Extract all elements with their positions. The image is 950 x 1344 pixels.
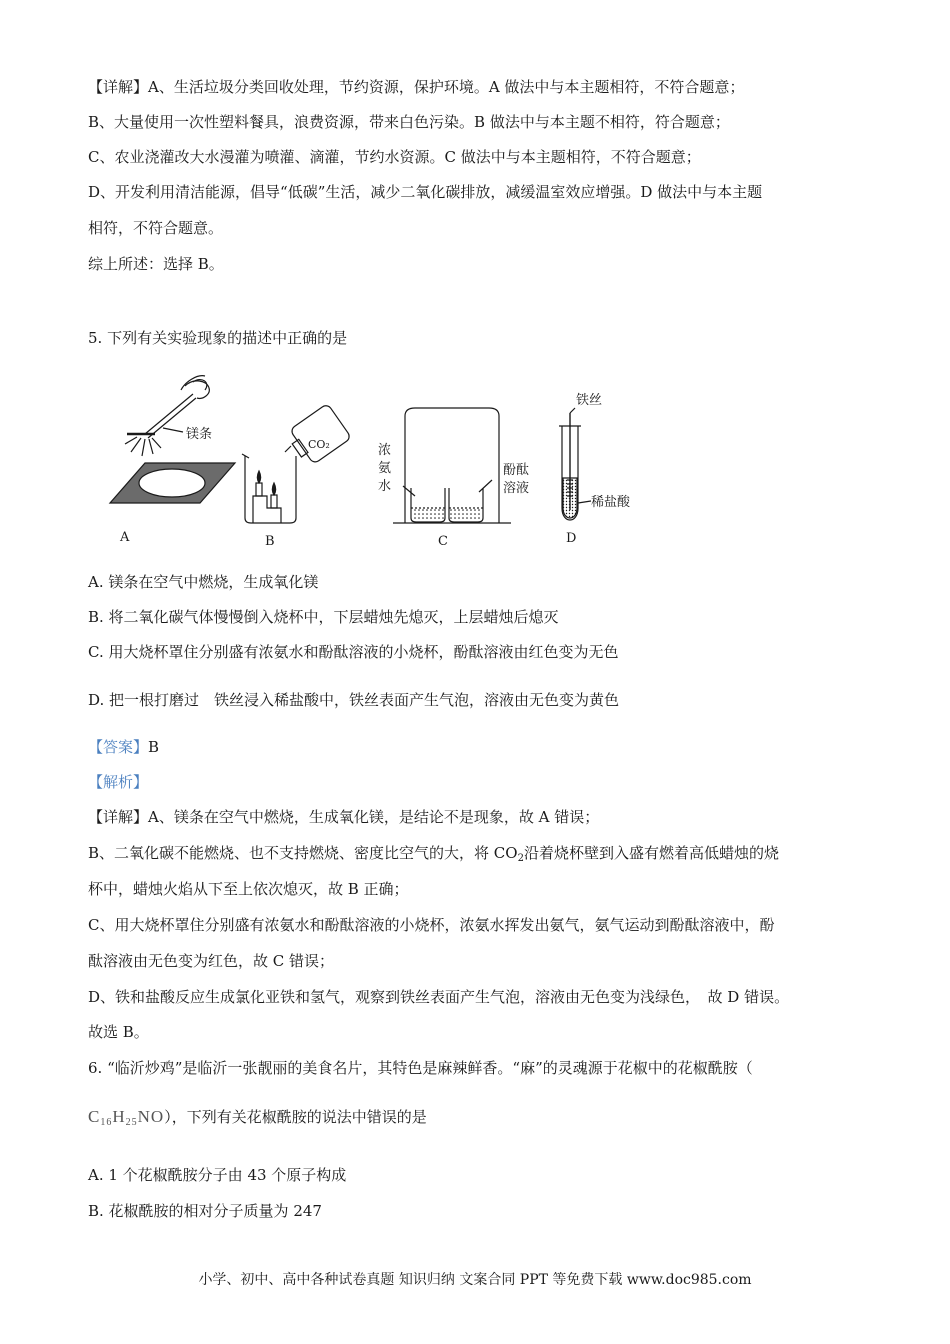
q5-detail-c-line1: C、用大烧杯罩住分别盛有浓氨水和酚酞溶液的小烧杯，浓氨水挥发出氨气，氨气运动到酚酞溶液中，酚 (88, 916, 775, 934)
q5-detail-b-line2: 杯中，蜡烛火焰从下至上依次熄灭，故 B 正确； (88, 880, 409, 898)
answer-label: 【答案】 (88, 738, 149, 756)
page-footer: 小学、初中、高中各种试卷真题 知识归纳 文案合同 PPT 等免费下载 www.doc985.com (198, 1272, 752, 1288)
q5-detail-c-line2: 酞溶液由无色变为红色，故 C 错误； (88, 952, 335, 970)
label-iron-wire: 铁丝 (576, 393, 603, 408)
detail-b-post: 沿着烧杯壁到入盛有燃着高低蜡烛的烧 (523, 844, 779, 862)
detail-b-pre: B、二氧化碳不能燃烧、也不支持燃烧、密度比空气的大，将 CO (88, 844, 518, 862)
figure-label-d: D (566, 531, 577, 546)
figure-a-magnesium (110, 376, 235, 503)
label-co2: CO₂ (308, 438, 330, 451)
prev-detail-d-line2: 相符，不符合题意。 (88, 219, 224, 237)
q5-stem: 5. 下列有关实验现象的描述中正确的是 (88, 329, 348, 347)
q6-stem-line1: 6. “临沂炒鸡”是临沂一张靓丽的美食名片，其特色是麻辣鲜香。“麻”的灵魂源于花椒中的花椒酰胺（ (88, 1059, 753, 1077)
q5-option-c: C. 用大烧杯罩住分别盛有浓氨水和酚酞溶液的小烧杯，酚酞溶液由红色变为无色 (88, 643, 619, 661)
label-ammonia-2: 氨 (378, 461, 392, 476)
q5-option-a: A. 镁条在空气中燃烧，生成氧化镁 (88, 573, 319, 591)
q5-answer (88, 736, 159, 758)
figure-label-b: B (265, 534, 275, 549)
prev-detail-summary: 综上所述：选择 B。 (88, 255, 224, 273)
figure-label-c: C (438, 534, 448, 549)
label-phenol-2: 溶液 (503, 481, 530, 496)
prev-detail-c: C、农业浇灌改大水漫灌为喷灌、滴灌，节约水资源。C 做法中与本主题相符，不符合题意； (88, 148, 701, 166)
label-ammonia-1: 浓 (378, 443, 392, 458)
q5-detail-a: 【详解】A、镁条在空气中燃烧，生成氧化镁，是结论不是现象，故 A 错误； (88, 808, 600, 826)
figure-label-a: A (120, 530, 130, 545)
q5-conclusion: 故选 B。 (88, 1023, 149, 1041)
label-phenol-1: 酚酞 (503, 463, 530, 478)
q6-formula: $C_{16}H_{25}NO$ (88, 1107, 165, 1128)
figure-b-candles (242, 403, 351, 523)
answer-value: B (148, 738, 160, 756)
q6-stem-line2 (88, 1106, 427, 1134)
q5-option-d: D. 把一根打磨过 铁丝浸入稀盐酸中，铁丝表面产生气泡，溶液由无色变为黄色 (88, 691, 620, 709)
detail-b-sub: 2 (517, 853, 524, 864)
label-magnesium: 镁条 (186, 427, 213, 442)
figure-d-test-tube (559, 408, 591, 520)
label-ammonia-3: 水 (378, 479, 392, 494)
figure-c-beakers (393, 408, 511, 523)
q6-stem-rest: ），下列有关花椒酰胺的说法中错误的是 (164, 1108, 427, 1126)
q5-detail-b-line1 (88, 842, 779, 870)
prev-detail-d-line1: D、开发利用清洁能源，倡导“低碳”生活，减少二氧化碳排放，减缓温室效应增强。D 做法中与本主题 (88, 183, 763, 201)
q6-option-a: A. 1 个花椒酰胺分子由 43 个原子构成 (88, 1166, 347, 1184)
prev-detail-b: B、大量使用一次性塑料餐具，浪费资源，带来白色污染。B 做法中与本主题不相符，符合题意； (88, 113, 730, 131)
prev-detail-a: 【详解】A、生活垃圾分类回收处理，节约资源，保护环境。A 做法中与本主题相符，不符合题意； (88, 78, 745, 96)
q5-option-b: B. 将二氧化碳气体慢慢倒入烧杯中，下层蜡烛先熄灭，上层蜡烛后熄灭 (88, 608, 559, 626)
q6-option-b: B. 花椒酰胺的相对分子质量为 247 (88, 1202, 322, 1220)
q5-figure (85, 368, 665, 553)
q5-detail-d: D、铁和盐酸反应生成氯化亚铁和氢气，观察到铁丝表面产生气泡，溶液由无色变为浅绿色， 故 D 错误。 (88, 988, 790, 1006)
label-hcl: 稀盐酸 (591, 495, 631, 510)
q5-analysis-label: 【解析】 (88, 773, 149, 791)
